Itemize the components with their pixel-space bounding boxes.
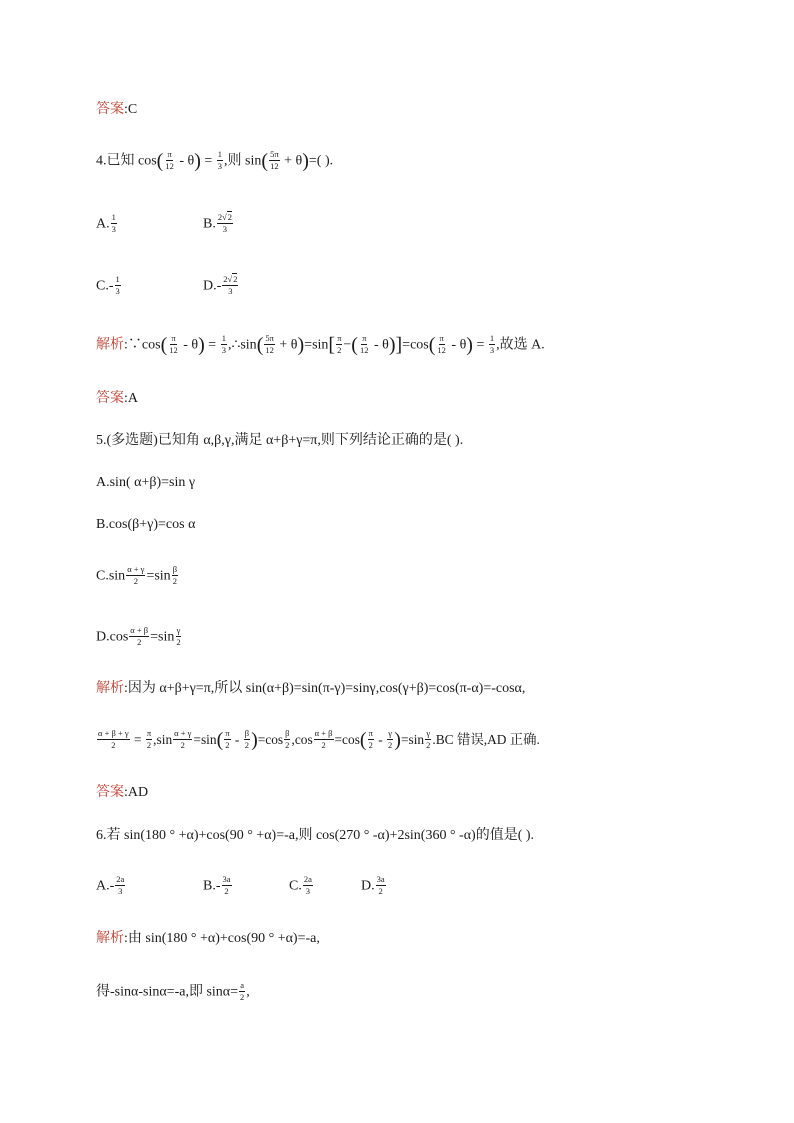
answer-value: :A	[124, 391, 138, 406]
q5-option-c: C.sin $\frac{\alpha + \gamma}{2}$ =sin $\frac{\beta}{2}$	[96, 564, 178, 586]
answer-value: :C	[124, 102, 138, 117]
fraction: $\frac{1}{3}$	[217, 149, 223, 171]
q4-solution: 解析:∵cos( $\frac{\pi}{12}$ - θ) = $\frac{1}{3}$ ,∴sin( $\frac{5\pi}{12}$ + θ)=sin[ $\frac{\pi}{2}$ −( $\frac{\pi}{12}$ - θ)]=cos( $\frac{\pi}{12}$ - θ) = $\frac{1}{3}$ ,故选 A.	[96, 333, 545, 356]
q4-answer	[96, 389, 138, 409]
q6-option-d: D. $\frac{3a}{2}$	[361, 874, 385, 896]
q4-option-d: D.- $\frac{2√2}{3}$	[203, 274, 238, 296]
q4-expr: - θ	[175, 153, 195, 169]
q3-answer	[96, 100, 137, 120]
q5-solution-line2: $\frac{\alpha + \beta + \gamma}{2}$ = $\frac{\pi}{2}$ ,sin $\frac{\alpha + \gamma}{2}$ =sin( $\frac{\pi}{2}$ - $\frac{\beta}{2}$ )=cos $\frac{\beta}{2}$ ,cos $\frac{\alpha + \beta}{2}$ =cos( $\frac{\pi}{2}$ - $\frac{\gamma}{2}$ )=sin $\frac{\gamma}{2}$ .BC 错误,AD 正确.	[98, 728, 540, 751]
answer-label: 答案	[96, 785, 124, 800]
q5-solution-line1: 解析:因为 α+β+γ=π,所以 sin(α+β)=sin(π-γ)=sinγ,cos(γ+β)=cos(π-α)=-cosα,	[96, 681, 526, 696]
fraction: $\frac{5\pi}{12}$	[270, 149, 279, 171]
q4-stem-text: 4.已知 cos	[96, 153, 157, 169]
q6-solution-line1: 解析:由 sin(180 ° +α)+cos(90 ° +α)=-a,	[96, 931, 320, 946]
q5-answer	[96, 783, 148, 803]
q4-option-c: C.- $\frac{1}{3}$	[96, 274, 120, 296]
q6-stem: 6.若 sin(180 ° +α)+cos(90 ° +α)=-a,则 cos(270 ° -α)+2sin(360 ° -α)的值是( ).	[96, 828, 535, 843]
answer-label: 答案	[96, 102, 124, 117]
q6-solution-line2: 得-sinα-sinα=-a,即 sinα= $\frac{a}{2}$ ,	[96, 980, 250, 1002]
answer-value: :AD	[124, 785, 149, 800]
q4-options-cd	[96, 276, 239, 297]
q5-stem: 5.(多选题)已知角 α,β,γ,满足 α+β+γ=π,则下列结论正确的是( ).	[96, 433, 464, 448]
q4-option-b: B. $\frac{2√2}{3}$	[203, 212, 233, 234]
q4-stem: 4.已知 cos( $\frac{\pi}{12}$ - θ) = $\frac{1}{3}$ ,则 sin( $\frac{5\pi}{12}$ + θ)=( ).	[96, 149, 334, 172]
q4-options-ab	[96, 214, 234, 235]
q5-option-d: D.cos $\frac{\alpha + \beta}{2}$ =sin $\frac{\gamma}{2}$	[96, 625, 181, 647]
q5-option-b: B.cos(β+γ)=cos α	[96, 517, 196, 532]
solution-label: 解析	[96, 337, 124, 353]
solution-label: 解析	[96, 681, 124, 696]
answer-label: 答案	[96, 391, 124, 406]
q5-option-a: A.sin( α+β)=sin γ	[96, 475, 196, 490]
q6-option-c: C. $\frac{2a}{3}$	[289, 874, 312, 896]
q6-options	[96, 876, 387, 897]
q6-option-a: A.- $\frac{2a}{3}$	[96, 874, 125, 896]
q4-option-a: A. $\frac{1}{3}$	[96, 212, 116, 234]
solution-label: 解析	[96, 931, 124, 946]
q6-option-b: B.- $\frac{3a}{2}$	[203, 874, 231, 896]
fraction: $\frac{\pi}{12}$	[165, 149, 174, 171]
